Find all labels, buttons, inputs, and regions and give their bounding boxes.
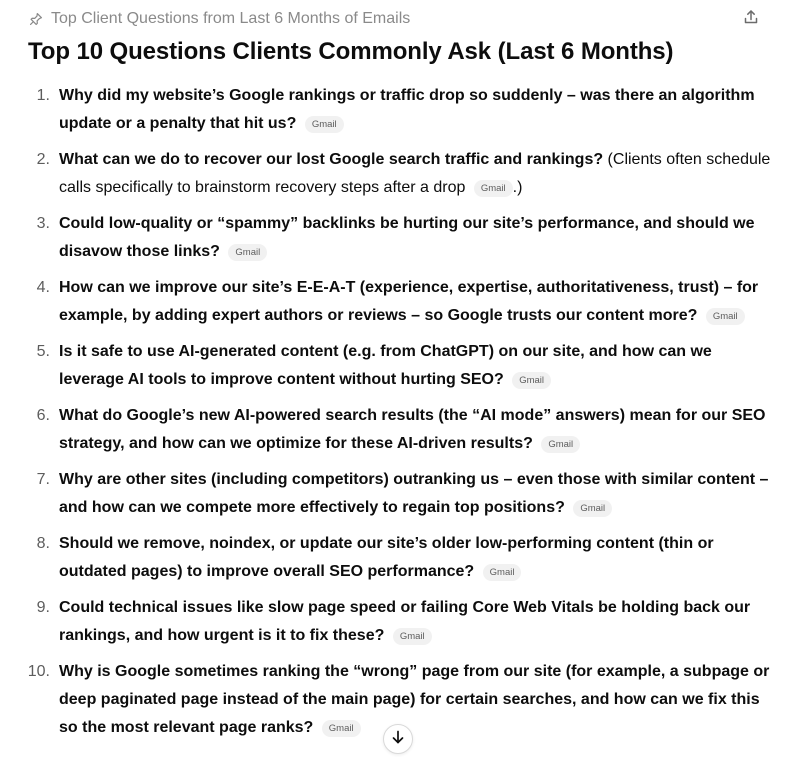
gmail-source-citation[interactable]: Gmail	[228, 244, 267, 261]
gmail-source-citation[interactable]: Gmail	[393, 628, 432, 645]
question-item	[0, 146, 780, 202]
question-number: 8.	[36, 535, 50, 552]
question-item	[0, 594, 780, 650]
question-text: Should we remove, noindex, or update our site’s older low-performing content (thin or outdated pages) to improve overall SEO performance?	[59, 535, 714, 580]
question-item	[0, 82, 780, 138]
page-title: Top 10 Questions Clients Commonly Ask (Last 6 Months)	[28, 38, 674, 65]
question-note-end: .)	[512, 179, 523, 196]
question-item	[0, 466, 780, 522]
arrow-down-icon	[390, 729, 406, 750]
scroll-down-button[interactable]	[383, 724, 413, 754]
question-item	[0, 402, 780, 458]
question-text: Why are other sites (including competitors) outranking us – even those with similar content – and how can we compete more effectively to regain top positions?	[59, 471, 769, 516]
gmail-source-citation[interactable]: Gmail	[483, 564, 522, 581]
question-text: Could low-quality or “spammy” backlinks be hurting our site’s performance, and should we disavow those links?	[59, 215, 755, 260]
gmail-source-citation[interactable]: Gmail	[512, 372, 551, 389]
question-text: What can we do to recover our lost Google search traffic and rankings?	[59, 151, 604, 168]
top-bar	[28, 8, 762, 30]
question-text: How can we improve our site’s E-E-A-T (experience, expertise, authoritativeness, trust) – for example, by adding expert authors or reviews – so Google trusts our content more?	[59, 279, 759, 324]
question-item	[0, 530, 780, 586]
question-number: 7.	[36, 471, 50, 488]
question-number: 2.	[36, 151, 50, 168]
question-text: Why is Google sometimes ranking the “wrong” page from our site (for example, a subpage or deep paginated page instead of the main page) for certain searches, and how can we fix this so the most relevant page ranks?	[59, 663, 770, 736]
share-button[interactable]	[740, 8, 762, 30]
question-number: 5.	[36, 343, 50, 360]
question-number: 3.	[36, 215, 50, 232]
question-number: 10.	[27, 663, 50, 680]
question-text: Is it safe to use AI-generated content (e.g. from ChatGPT) on our site, and how can we leverage AI tools to improve content without hurting SEO?	[59, 343, 712, 388]
question-text: What do Google’s new AI-powered search results (the “AI mode” answers) mean for our SEO strategy, and how can we optimize for these AI-driven results?	[59, 407, 766, 452]
gmail-source-citation[interactable]: Gmail	[474, 180, 513, 197]
pin-icon	[28, 11, 44, 27]
question-number: 6.	[36, 407, 50, 424]
questions-list	[0, 82, 780, 750]
conversation-title: Top Client Questions from Last 6 Months of Emails	[51, 10, 411, 27]
gmail-source-citation[interactable]: Gmail	[322, 720, 361, 737]
gmail-source-citation[interactable]: Gmail	[573, 500, 612, 517]
question-text: Why did my website’s Google rankings or traffic drop so suddenly – was there an algorithm update or a penalty that hit us?	[59, 87, 755, 132]
question-item	[0, 210, 780, 266]
question-number: 4.	[36, 279, 50, 296]
question-item	[0, 338, 780, 394]
gmail-source-citation[interactable]: Gmail	[706, 308, 745, 325]
question-text: Could technical issues like slow page speed or failing Core Web Vitals be holding back our rankings, and how urgent is it to fix these?	[59, 599, 751, 644]
question-number: 1.	[36, 87, 50, 104]
gmail-source-citation[interactable]: Gmail	[541, 436, 580, 453]
share-icon	[743, 9, 759, 30]
gmail-source-citation[interactable]: Gmail	[305, 116, 344, 133]
question-note: (Clients often schedule calls specifically to brainstorm recovery steps after a drop	[59, 151, 771, 196]
question-number: 9.	[36, 599, 50, 616]
question-item	[0, 274, 780, 330]
